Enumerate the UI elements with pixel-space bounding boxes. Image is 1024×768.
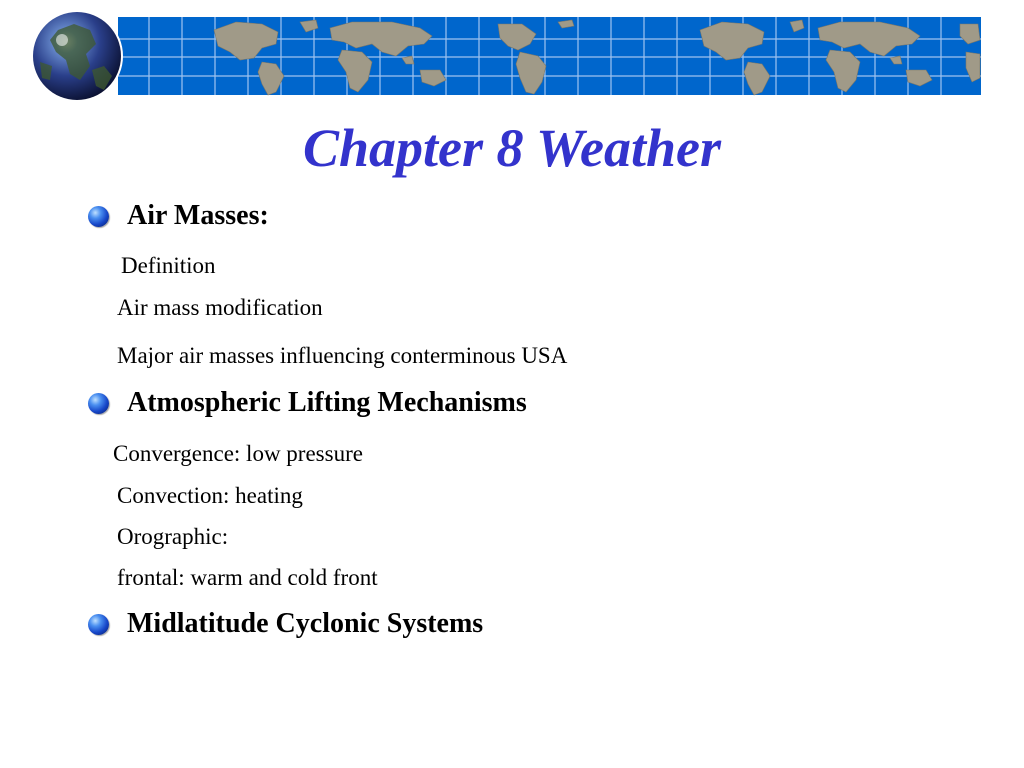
sub-item: Convection: heating	[117, 483, 303, 508]
bullet-lifting-mechanisms	[88, 383, 527, 423]
sub-item: Convergence: low pressure	[113, 441, 363, 466]
bullet-icon	[88, 614, 109, 635]
map-strip	[118, 17, 981, 95]
bullet-icon	[88, 206, 109, 227]
sub-item: Air mass modification	[117, 295, 323, 320]
bullet-heading: Air Masses:	[127, 200, 269, 231]
globe-icon	[31, 10, 123, 102]
world-map-banner	[0, 0, 1024, 110]
sub-item: frontal: warm and cold front	[117, 565, 378, 590]
bullet-icon	[88, 393, 109, 414]
sub-item: Orographic:	[117, 524, 229, 549]
bullet-cyclonic-systems	[88, 604, 483, 644]
sub-item: Definition	[121, 253, 216, 278]
sub-item: Major air masses influencing conterminous USA	[117, 343, 568, 368]
bullet-heading: Midlatitude Cyclonic Systems	[127, 608, 484, 639]
bullet-heading: Atmospheric Lifting Mechanisms	[127, 387, 527, 418]
bullet-air-masses	[88, 196, 269, 236]
slide-title: Chapter 8 Weather	[302, 118, 722, 178]
